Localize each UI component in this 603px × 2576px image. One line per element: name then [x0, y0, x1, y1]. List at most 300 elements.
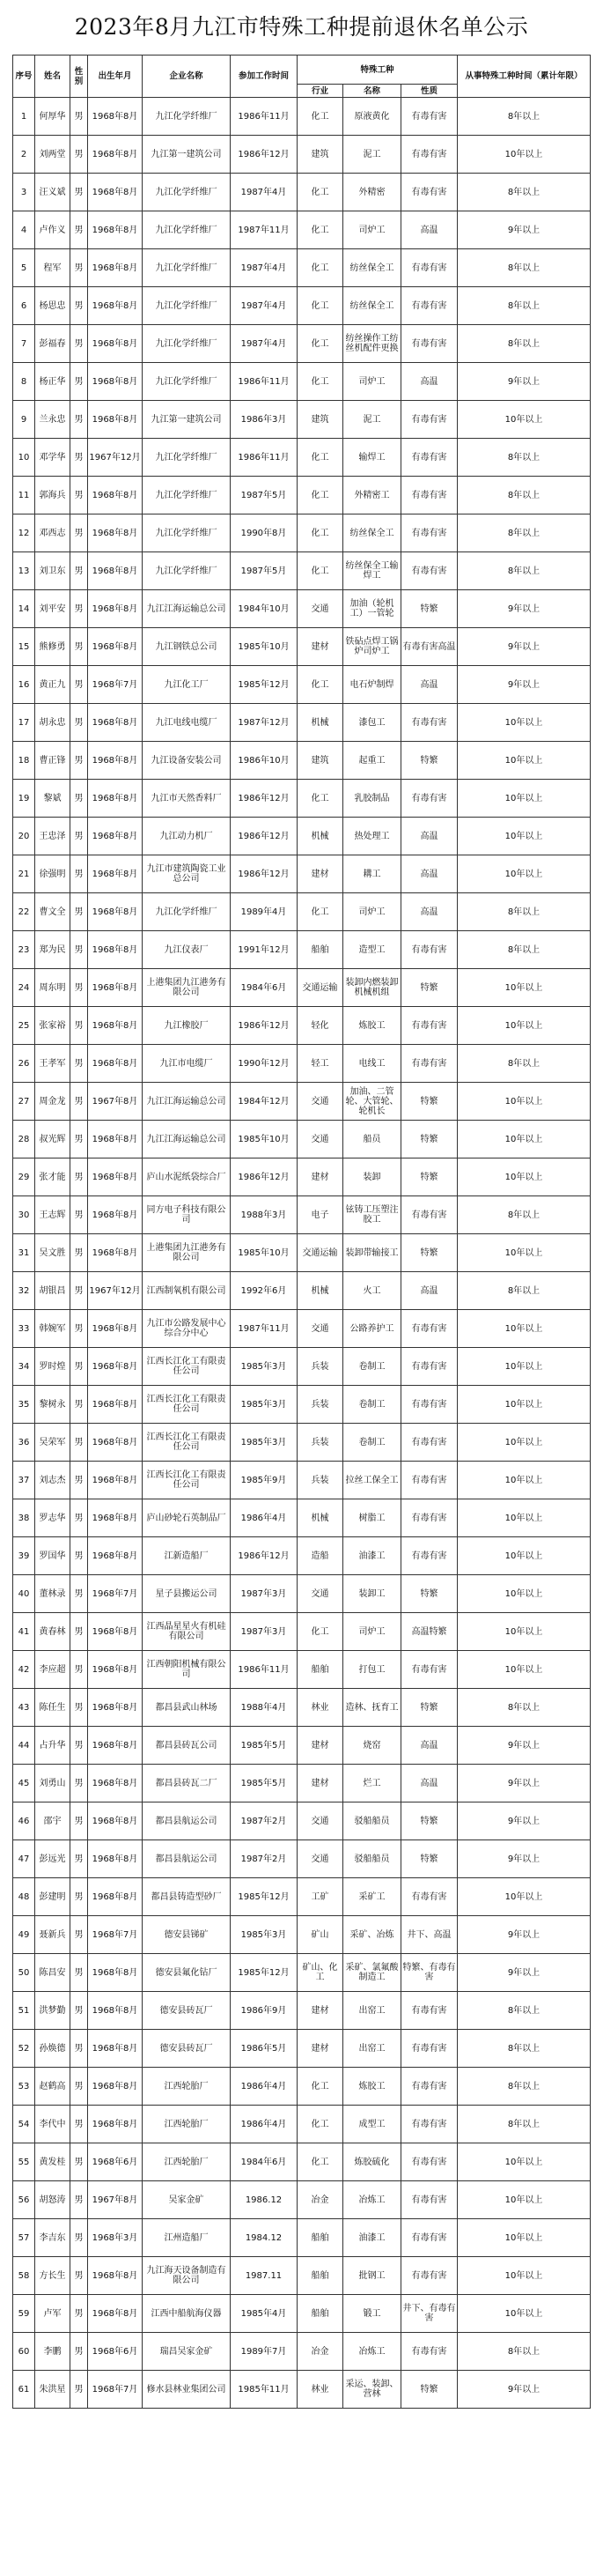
cell-birth: 1968年8月 — [88, 1499, 143, 1537]
header-work-start: 参加工作时间 — [231, 56, 298, 98]
cell-nature: 特繁 — [401, 2371, 458, 2409]
table-row — [13, 2143, 591, 2181]
cell-years: 8年以上 — [458, 439, 591, 477]
cell-industry: 化工 — [298, 2068, 343, 2106]
cell-birth: 1968年8月 — [88, 211, 143, 249]
cell-company: 九江橡胶厂 — [143, 1007, 231, 1045]
cell-birth: 1967年12月 — [88, 439, 143, 477]
cell-birth: 1968年8月 — [88, 1765, 143, 1802]
table-row — [13, 1462, 591, 1499]
cell-years: 9年以上 — [458, 1954, 591, 1992]
cell-no: 10 — [13, 439, 35, 477]
cell-work-start: 1991年12月 — [231, 931, 298, 969]
cell-nature: 高温 — [401, 363, 458, 401]
cell-no: 25 — [13, 1007, 35, 1045]
cell-work-start: 1984年10月 — [231, 590, 298, 628]
cell-sex: 男 — [70, 363, 88, 401]
cell-years: 8年以上 — [458, 552, 591, 590]
cell-nature: 特繁 — [401, 1575, 458, 1613]
cell-sex: 男 — [70, 1348, 88, 1386]
table-row — [13, 174, 591, 211]
table-row — [13, 1613, 591, 1651]
cell-sex: 男 — [70, 969, 88, 1007]
cell-birth: 1968年8月 — [88, 552, 143, 590]
cell-name: 方长生 — [35, 2257, 70, 2295]
cell-industry: 化工 — [298, 325, 343, 363]
cell-industry: 化工 — [298, 439, 343, 477]
cell-name: 洪梦勤 — [35, 1992, 70, 2030]
cell-work-start: 1987年4月 — [231, 287, 298, 325]
cell-company: 九江化学纤维厂 — [143, 174, 231, 211]
cell-birth: 1968年8月 — [88, 1651, 143, 1689]
cell-job: 装卸 — [343, 1158, 401, 1196]
cell-birth: 1968年8月 — [88, 477, 143, 514]
cell-job: 炼胶硫化 — [343, 2143, 401, 2181]
cell-name: 赵鹤高 — [35, 2068, 70, 2106]
cell-name: 刘卫东 — [35, 552, 70, 590]
cell-years: 9年以上 — [458, 666, 591, 704]
cell-no: 31 — [13, 1234, 35, 1272]
cell-birth: 1968年8月 — [88, 1537, 143, 1575]
cell-work-start: 1986年4月 — [231, 2068, 298, 2106]
cell-birth: 1968年8月 — [88, 1727, 143, 1765]
cell-industry: 矿山、化工 — [298, 1954, 343, 1992]
cell-industry: 林业 — [298, 1689, 343, 1727]
cell-birth: 1968年8月 — [88, 2106, 143, 2143]
cell-name: 李代中 — [35, 2106, 70, 2143]
cell-job: 公路养护工 — [343, 1310, 401, 1348]
table-row — [13, 1992, 591, 2030]
cell-company: 江西轮胎厂 — [143, 2068, 231, 2106]
cell-birth: 1968年8月 — [88, 931, 143, 969]
cell-job: 拉丝工保全工 — [343, 1462, 401, 1499]
cell-job: 炼胶工 — [343, 2068, 401, 2106]
cell-sex: 男 — [70, 742, 88, 780]
cell-sex: 男 — [70, 287, 88, 325]
cell-birth: 1968年6月 — [88, 2333, 143, 2371]
cell-company: 九江设备安装公司 — [143, 742, 231, 780]
cell-sex: 男 — [70, 1537, 88, 1575]
cell-work-start: 1988年3月 — [231, 1196, 298, 1234]
cell-no: 2 — [13, 136, 35, 174]
cell-sex: 男 — [70, 1916, 88, 1954]
cell-industry: 交通 — [298, 1083, 343, 1121]
cell-no: 27 — [13, 1083, 35, 1121]
cell-no: 61 — [13, 2371, 35, 2409]
cell-birth: 1968年8月 — [88, 2068, 143, 2106]
table-row — [13, 1878, 591, 1916]
cell-years: 8年以上 — [458, 325, 591, 363]
cell-birth: 1968年8月 — [88, 2257, 143, 2295]
table-row — [13, 1840, 591, 1878]
header-job-name: 名称 — [343, 85, 401, 98]
cell-nature: 有毒有害 — [401, 1992, 458, 2030]
cell-industry: 化工 — [298, 249, 343, 287]
cell-company: 九江动力机厂 — [143, 818, 231, 855]
cell-company: 江西长江化工有限责任公司 — [143, 1424, 231, 1462]
cell-work-start: 1986年5月 — [231, 2030, 298, 2068]
cell-company: 同方电子科技有限公司 — [143, 1196, 231, 1234]
cell-job: 加油、二管轮、大管轮、轮机长 — [343, 1083, 401, 1121]
cell-sex: 男 — [70, 1727, 88, 1765]
cell-work-start: 1986年12月 — [231, 780, 298, 818]
cell-no: 24 — [13, 969, 35, 1007]
cell-work-start: 1987.11 — [231, 2257, 298, 2295]
cell-no: 48 — [13, 1878, 35, 1916]
cell-birth: 1968年8月 — [88, 1234, 143, 1272]
cell-job: 加油（轮机工）一管轮 — [343, 590, 401, 628]
cell-sex: 男 — [70, 325, 88, 363]
table-row — [13, 136, 591, 174]
cell-nature: 有毒有害 — [401, 1424, 458, 1462]
cell-job: 烂工 — [343, 1765, 401, 1802]
cell-nature: 高温 — [401, 1272, 458, 1310]
cell-job: 造型工 — [343, 931, 401, 969]
cell-work-start: 1987年3月 — [231, 1575, 298, 1613]
cell-no: 12 — [13, 514, 35, 552]
cell-name: 张才能 — [35, 1158, 70, 1196]
cell-no: 7 — [13, 325, 35, 363]
cell-sex: 男 — [70, 2219, 88, 2257]
cell-no: 16 — [13, 666, 35, 704]
cell-sex: 男 — [70, 1121, 88, 1158]
cell-industry: 建材 — [298, 1727, 343, 1765]
cell-name: 曹正锋 — [35, 742, 70, 780]
cell-birth: 1967年8月 — [88, 1083, 143, 1121]
cell-industry: 建材 — [298, 1992, 343, 2030]
table-row — [13, 1196, 591, 1234]
cell-industry: 交通 — [298, 1121, 343, 1158]
cell-company: 上港集团九江港务有限公司 — [143, 1234, 231, 1272]
table-row — [13, 514, 591, 552]
cell-nature: 特繁 — [401, 1689, 458, 1727]
header-no: 序号 — [13, 56, 35, 98]
cell-job: 纺丝保全工 — [343, 514, 401, 552]
cell-years: 9年以上 — [458, 363, 591, 401]
cell-name: 占升华 — [35, 1727, 70, 1765]
cell-work-start: 1987年4月 — [231, 249, 298, 287]
cell-work-start: 1986年11月 — [231, 439, 298, 477]
cell-job: 装卸工 — [343, 1575, 401, 1613]
cell-name: 罗时煌 — [35, 1348, 70, 1386]
cell-no: 17 — [13, 704, 35, 742]
cell-work-start: 1987年2月 — [231, 1802, 298, 1840]
cell-work-start: 1990年8月 — [231, 514, 298, 552]
cell-sex: 男 — [70, 931, 88, 969]
cell-years: 10年以上 — [458, 1158, 591, 1196]
cell-no: 50 — [13, 1954, 35, 1992]
cell-name: 陈任生 — [35, 1689, 70, 1727]
cell-job: 打包工 — [343, 1651, 401, 1689]
cell-nature: 高温 — [401, 855, 458, 893]
cell-name: 刘两堂 — [35, 136, 70, 174]
cell-years: 10年以上 — [458, 1386, 591, 1424]
cell-company: 上港集团九江港务有限公司 — [143, 969, 231, 1007]
cell-company: 九江仪表厂 — [143, 931, 231, 969]
cell-name: 黄发桂 — [35, 2143, 70, 2181]
cell-nature: 井下、高温 — [401, 1916, 458, 1954]
cell-years: 8年以上 — [458, 98, 591, 136]
cell-nature: 有毒有害 — [401, 401, 458, 439]
cell-nature: 有毒有害 — [401, 1007, 458, 1045]
cell-years: 8年以上 — [458, 514, 591, 552]
cell-name: 吴文胜 — [35, 1234, 70, 1272]
cell-industry: 交通 — [298, 1310, 343, 1348]
cell-work-start: 1985年4月 — [231, 2295, 298, 2333]
cell-industry: 化工 — [298, 666, 343, 704]
cell-name: 李吉东 — [35, 2219, 70, 2257]
cell-no: 51 — [13, 1992, 35, 2030]
cell-industry: 交通运输 — [298, 1234, 343, 1272]
table-row — [13, 325, 591, 363]
cell-no: 15 — [13, 628, 35, 666]
cell-name: 罗国华 — [35, 1537, 70, 1575]
cell-name: 朱洪星 — [35, 2371, 70, 2409]
cell-job: 司炉工 — [343, 363, 401, 401]
cell-job: 船员 — [343, 1121, 401, 1158]
cell-industry: 建材 — [298, 855, 343, 893]
cell-nature: 特繁、有毒有害 — [401, 1954, 458, 1992]
cell-industry: 机械 — [298, 1272, 343, 1310]
cell-work-start: 1985年3月 — [231, 1348, 298, 1386]
table-body — [13, 98, 591, 2409]
cell-no: 59 — [13, 2295, 35, 2333]
cell-years: 9年以上 — [458, 1727, 591, 1765]
cell-job: 司炉工 — [343, 1613, 401, 1651]
cell-no: 13 — [13, 552, 35, 590]
cell-company: 九江第一建筑公司 — [143, 401, 231, 439]
cell-birth: 1968年8月 — [88, 1840, 143, 1878]
cell-birth: 1968年8月 — [88, 401, 143, 439]
cell-industry: 化工 — [298, 514, 343, 552]
cell-sex: 男 — [70, 98, 88, 136]
table-row — [13, 2181, 591, 2219]
cell-industry: 化工 — [298, 2106, 343, 2143]
cell-nature: 高温 — [401, 1765, 458, 1802]
cell-sex: 男 — [70, 249, 88, 287]
table-row — [13, 287, 591, 325]
cell-name: 刘勇山 — [35, 1765, 70, 1802]
table-row — [13, 439, 591, 477]
cell-nature: 有毒有害 — [401, 780, 458, 818]
cell-company: 修水县林业集团公司 — [143, 2371, 231, 2409]
cell-no: 28 — [13, 1121, 35, 1158]
cell-job: 纺丝保全工输焊工 — [343, 552, 401, 590]
table-row — [13, 2068, 591, 2106]
cell-nature: 有毒有害 — [401, 1462, 458, 1499]
cell-years: 10年以上 — [458, 969, 591, 1007]
cell-no: 56 — [13, 2181, 35, 2219]
cell-sex: 男 — [70, 1802, 88, 1840]
table-row — [13, 2219, 591, 2257]
table-row — [13, 1045, 591, 1083]
cell-name: 王忠泽 — [35, 818, 70, 855]
cell-sex: 男 — [70, 439, 88, 477]
cell-years: 10年以上 — [458, 1121, 591, 1158]
cell-sex: 男 — [70, 893, 88, 931]
cell-company: 都昌县武山林场 — [143, 1689, 231, 1727]
cell-work-start: 1989年4月 — [231, 893, 298, 931]
cell-job: 外精密工 — [343, 477, 401, 514]
cell-industry: 交通 — [298, 1802, 343, 1840]
cell-work-start: 1992年6月 — [231, 1272, 298, 1310]
cell-nature: 有毒有害 — [401, 439, 458, 477]
cell-sex: 男 — [70, 1954, 88, 1992]
cell-company: 九江江海运输总公司 — [143, 1083, 231, 1121]
cell-work-start: 1985年3月 — [231, 1916, 298, 1954]
cell-nature: 特繁 — [401, 1840, 458, 1878]
cell-birth: 1968年8月 — [88, 590, 143, 628]
cell-job: 冶炼工 — [343, 2181, 401, 2219]
cell-years: 8年以上 — [458, 249, 591, 287]
cell-nature: 有毒有害 — [401, 477, 458, 514]
table-row — [13, 628, 591, 666]
header-company: 企业名称 — [143, 56, 231, 98]
cell-job: 热处理工 — [343, 818, 401, 855]
cell-industry: 轻化 — [298, 1007, 343, 1045]
cell-birth: 1968年8月 — [88, 249, 143, 287]
cell-job: 树脂工 — [343, 1499, 401, 1537]
cell-nature: 有毒有害 — [401, 2333, 458, 2371]
cell-years: 9年以上 — [458, 590, 591, 628]
table-row — [13, 2295, 591, 2333]
header-nature: 性质 — [401, 85, 458, 98]
cell-years: 8年以上 — [458, 2333, 591, 2371]
cell-company: 九江化学纤维厂 — [143, 249, 231, 287]
cell-years: 10年以上 — [458, 2143, 591, 2181]
cell-nature: 特繁 — [401, 1802, 458, 1840]
cell-birth: 1968年7月 — [88, 1916, 143, 1954]
cell-no: 53 — [13, 2068, 35, 2106]
cell-company: 九江化学纤维厂 — [143, 439, 231, 477]
cell-birth: 1968年8月 — [88, 1007, 143, 1045]
cell-birth: 1968年8月 — [88, 363, 143, 401]
cell-sex: 男 — [70, 552, 88, 590]
cell-years: 10年以上 — [458, 1613, 591, 1651]
cell-years: 8年以上 — [458, 1992, 591, 2030]
cell-work-start: 1988年4月 — [231, 1689, 298, 1727]
cell-nature: 有毒有害 — [401, 174, 458, 211]
table-row — [13, 2333, 591, 2371]
cell-name: 郭海兵 — [35, 477, 70, 514]
cell-name: 熊修勇 — [35, 628, 70, 666]
cell-work-start: 1984.12 — [231, 2219, 298, 2257]
header-birth: 出生年月 — [88, 56, 143, 98]
cell-years: 9年以上 — [458, 628, 591, 666]
cell-company: 吴家金矿 — [143, 2181, 231, 2219]
cell-industry: 兵装 — [298, 1424, 343, 1462]
cell-industry: 船舶 — [298, 931, 343, 969]
cell-birth: 1968年8月 — [88, 742, 143, 780]
cell-nature: 有毒有害 — [401, 136, 458, 174]
cell-no: 44 — [13, 1727, 35, 1765]
cell-job: 卷制工 — [343, 1348, 401, 1386]
cell-years: 10年以上 — [458, 401, 591, 439]
cell-name: 杨正华 — [35, 363, 70, 401]
cell-work-start: 1986年4月 — [231, 2106, 298, 2143]
table-row — [13, 1765, 591, 1802]
cell-industry: 交通 — [298, 590, 343, 628]
cell-no: 33 — [13, 1310, 35, 1348]
header-sex: 性别 — [70, 56, 88, 98]
cell-nature: 高温 — [401, 211, 458, 249]
cell-no: 36 — [13, 1424, 35, 1462]
cell-company: 九江化学纤维厂 — [143, 363, 231, 401]
cell-company: 九江钢铁总公司 — [143, 628, 231, 666]
cell-work-start: 1989年7月 — [231, 2333, 298, 2371]
cell-work-start: 1986年11月 — [231, 363, 298, 401]
cell-birth: 1968年8月 — [88, 1158, 143, 1196]
cell-name: 黄正九 — [35, 666, 70, 704]
cell-company: 九江市建筑陶瓷工业总公司 — [143, 855, 231, 893]
cell-work-start: 1986年12月 — [231, 136, 298, 174]
cell-birth: 1968年7月 — [88, 666, 143, 704]
cell-birth: 1968年8月 — [88, 1121, 143, 1158]
cell-work-start: 1985年11月 — [231, 2371, 298, 2409]
cell-no: 43 — [13, 1689, 35, 1727]
cell-work-start: 1985年10月 — [231, 628, 298, 666]
cell-company: 九江电线电缆厂 — [143, 704, 231, 742]
cell-company: 江西晶星星火有机硅有限公司 — [143, 1613, 231, 1651]
cell-years: 10年以上 — [458, 1310, 591, 1348]
cell-years: 10年以上 — [458, 2295, 591, 2333]
table-row — [13, 401, 591, 439]
cell-years: 10年以上 — [458, 704, 591, 742]
cell-company: 庐山砂轮石英制品厂 — [143, 1499, 231, 1537]
cell-job: 泥工 — [343, 401, 401, 439]
cell-job: 采矿工 — [343, 1878, 401, 1916]
cell-years: 10年以上 — [458, 2219, 591, 2257]
cell-company: 九江市电缆厂 — [143, 1045, 231, 1083]
cell-no: 52 — [13, 2030, 35, 2068]
cell-work-start: 1986.12 — [231, 2181, 298, 2219]
cell-birth: 1968年8月 — [88, 1310, 143, 1348]
cell-years: 8年以上 — [458, 2030, 591, 2068]
table-row — [13, 2030, 591, 2068]
cell-name: 杨思忠 — [35, 287, 70, 325]
cell-nature: 特繁 — [401, 590, 458, 628]
cell-industry: 建材 — [298, 2030, 343, 2068]
cell-job: 装卸带输接工 — [343, 1234, 401, 1272]
cell-industry: 矿山 — [298, 1916, 343, 1954]
cell-sex: 男 — [70, 1272, 88, 1310]
cell-job: 驳船船员 — [343, 1840, 401, 1878]
cell-years: 10年以上 — [458, 818, 591, 855]
cell-birth: 1968年8月 — [88, 1045, 143, 1083]
table-row — [13, 1651, 591, 1689]
cell-no: 46 — [13, 1802, 35, 1840]
cell-name: 聂新兵 — [35, 1916, 70, 1954]
cell-job: 输焊工 — [343, 439, 401, 477]
cell-company: 江西长江化工有限责任公司 — [143, 1386, 231, 1424]
cell-industry: 冶金 — [298, 2181, 343, 2219]
cell-sex: 男 — [70, 1462, 88, 1499]
cell-no: 6 — [13, 287, 35, 325]
cell-no: 32 — [13, 1272, 35, 1310]
cell-no: 38 — [13, 1499, 35, 1537]
cell-birth: 1968年8月 — [88, 1348, 143, 1386]
cell-birth: 1968年8月 — [88, 1196, 143, 1234]
table-row — [13, 1348, 591, 1386]
cell-no: 20 — [13, 818, 35, 855]
cell-nature: 有毒有害 — [401, 2143, 458, 2181]
cell-work-start: 1986年12月 — [231, 818, 298, 855]
cell-sex: 男 — [70, 2333, 88, 2371]
cell-years: 8年以上 — [458, 893, 591, 931]
table-row — [13, 704, 591, 742]
cell-years: 10年以上 — [458, 1083, 591, 1121]
cell-company: 江西轮胎厂 — [143, 2143, 231, 2181]
